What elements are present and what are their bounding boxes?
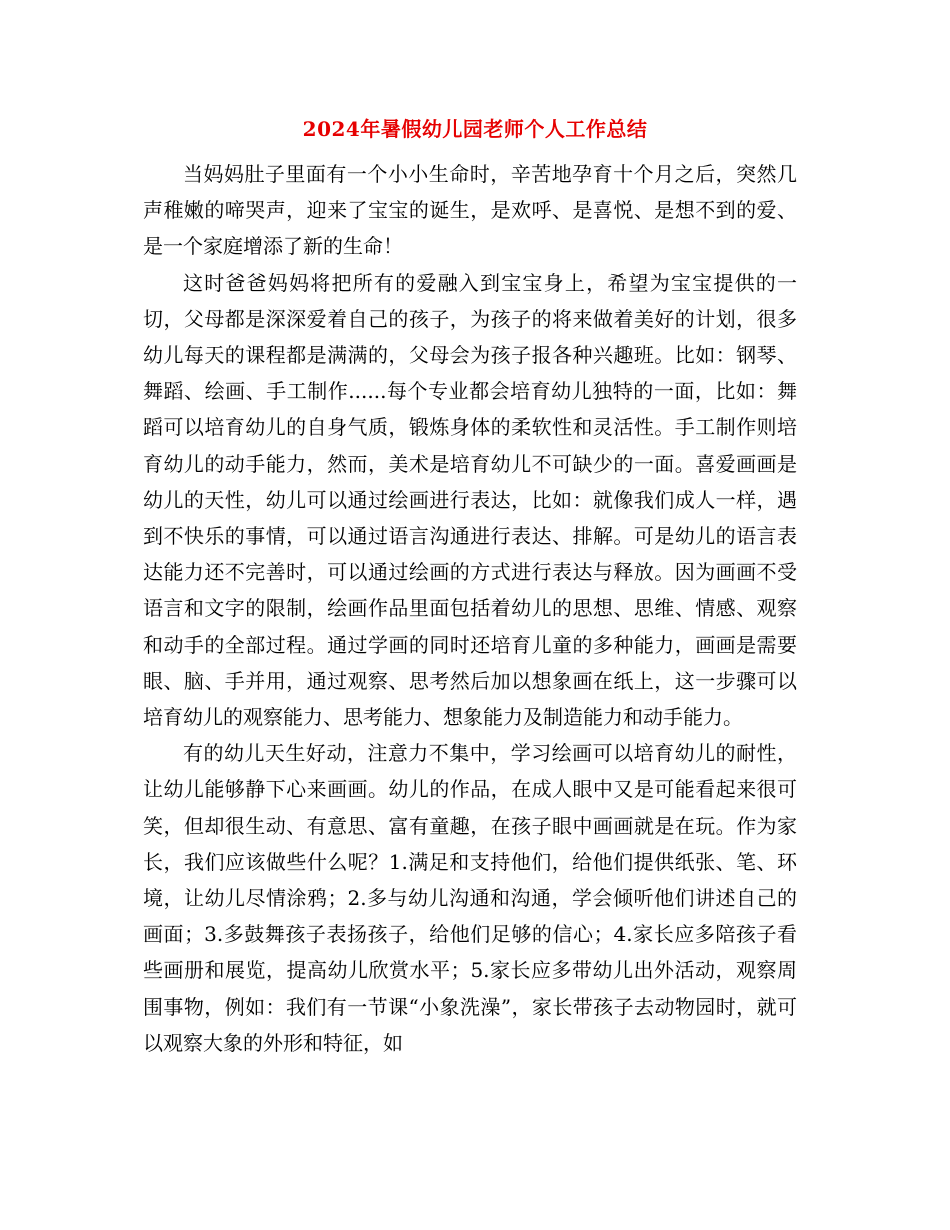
paragraph-3: 有的幼儿天生好动，注意力不集中，学习绘画可以培育幼儿的耐性，让幼儿能够静下心来画画。幼儿的作品，在成人眼中又是可能看起来很可笑，但却很生动、有意思、富有童趣，在孩子眼中画画就是在玩。作为家长，我们应该做些什么呢？1.满足和支持他们，给他们提供纸张、笔、环境，让幼儿尽情涂鸦；2.多与幼儿沟通和沟通，学会倾听他们讲述自己的画面；3.多鼓舞孩子表扬孩子，给他们足够的信心；4.家长应多陪孩子看些画册和展览，提高幼儿欣赏水平；5.家长应多带幼儿出外活动，观察周围事物，例如：我们有一节课“小象洗澡”，家长带孩子去动物园时，就可以观察大象的外形和特征，如	[143, 741, 797, 1055]
paragraph-2: 这时爸爸妈妈将把所有的爱融入到宝宝身上，希望为宝宝提供的一切，父母都是深深爱着自己的孩子，为孩子的将来做着美好的计划，很多幼儿每天的课程都是满满的，父母会为孩子报各种兴趣班。比如：钢琴、舞蹈、绘画、手工制作......每个专业都会培育幼儿独特的一面，比如：舞蹈可以培育幼儿的自身气质，锻炼身体的柔软性和灵活性。手工制作则培育幼儿的动手能力，然而，美术是培育幼儿不可缺少的一面。喜爱画画是幼儿的天性，幼儿可以通过绘画进行表达，比如：就像我们成人一样，遇到不快乐的事情，可以通过语言沟通进行表达、排解。可是幼儿的语言表达能力还不完善时，可以通过绘画的方式进行表达与释放。因为画画不受语言和文字的限制，绘画作品里面包括着幼儿的思想、思维、情感、观察和动手的全部过程。通过学画的同时还培育儿童的多种能力，画画是需要眼、脑、手并用，通过观察、思考然后加以想象画在纸上，这一步骤可以培育幼儿的观察能力、思考能力、想象能力及制造能力和动手能力。	[143, 270, 797, 730]
paragraph-1: 当妈妈肚子里面有一个小小生命时，辛苦地孕育十个月之后，突然几声稚嫩的啼哭声，迎来了宝宝的诞生，是欢呼、是喜悦、是想不到的爱、是一个家庭增添了新的生命！	[143, 162, 797, 259]
document-body	[143, 156, 797, 1061]
document-title: 2024年暑假幼儿园老师个人工作总结	[302, 117, 648, 141]
